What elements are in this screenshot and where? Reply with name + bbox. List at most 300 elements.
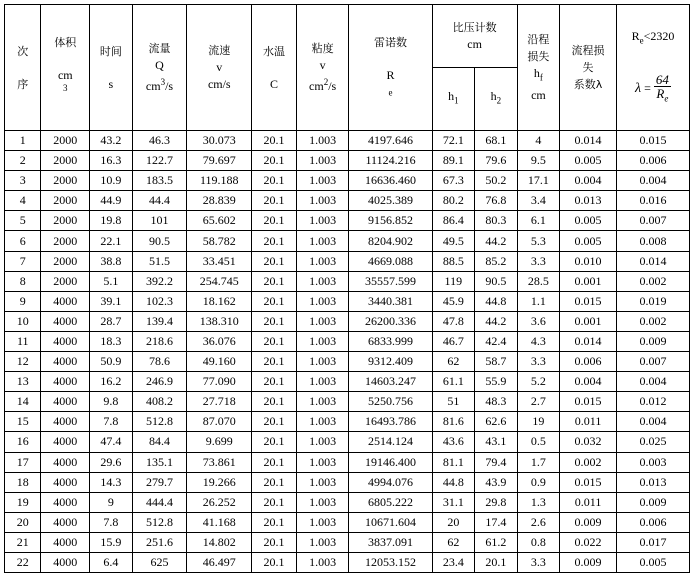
table-row: [5, 291, 690, 311]
table-row: [5, 191, 690, 211]
table-cell: 1.003: [296, 171, 349, 191]
table-row: [5, 412, 690, 432]
table-cell: 1.003: [296, 291, 349, 311]
table-cell: 7: [5, 251, 41, 271]
table-cell: 20.1: [252, 492, 297, 512]
table-cell: 86.4: [432, 211, 475, 231]
header-velocity-label: 流速: [208, 44, 231, 57]
table-cell: 39.1: [90, 291, 133, 311]
table-cell: 1.003: [296, 372, 349, 392]
header-headloss-label1: 沿程: [527, 33, 550, 47]
table-cell: 1.003: [296, 492, 349, 512]
table-cell: 62.6: [475, 412, 518, 432]
header-manometer-unit: cm: [467, 37, 482, 51]
table-cell: 12053.152: [349, 552, 432, 572]
table-cell: 15.9: [90, 532, 133, 552]
table-cell: 4000: [41, 512, 90, 532]
table-cell: 2000: [41, 251, 90, 271]
table-cell: 26.252: [187, 492, 252, 512]
table-cell: 46.497: [187, 552, 252, 572]
table-cell: 46.3: [132, 131, 187, 151]
table-cell: 4000: [41, 412, 90, 432]
table-cell: 76.8: [475, 191, 518, 211]
table-cell: 1.003: [296, 311, 349, 331]
table-cell: 20.1: [252, 191, 297, 211]
table-cell: 0.005: [616, 552, 689, 572]
table-cell: 9312.409: [349, 352, 432, 372]
table-cell: 279.7: [132, 472, 187, 492]
header-headloss-label2: 损失: [527, 50, 550, 64]
table-cell: 0.011: [560, 412, 617, 432]
table-cell: 9.8: [90, 392, 133, 412]
table-cell: 44.2: [475, 231, 518, 251]
table-cell: 90.5: [475, 271, 518, 291]
table-cell: 6.4: [90, 552, 133, 572]
table-cell: 17: [5, 452, 41, 472]
table-cell: 19.8: [90, 211, 133, 231]
table-cell: 2.6: [517, 512, 560, 532]
table-cell: 0.011: [560, 492, 617, 512]
table-cell: 0.005: [560, 231, 617, 251]
header-temp: [252, 5, 297, 131]
table-cell: 0.015: [560, 472, 617, 492]
table-cell: 0.014: [616, 251, 689, 271]
table-row: [5, 331, 690, 351]
table-cell: 20.1: [252, 452, 297, 472]
table-cell: 8204.902: [349, 231, 432, 251]
table-cell: 12: [5, 352, 41, 372]
table-cell: 16.3: [90, 151, 133, 171]
table-cell: 77.090: [187, 372, 252, 392]
table-cell: 254.745: [187, 271, 252, 291]
table-cell: 21: [5, 532, 41, 552]
table-row: [5, 151, 690, 171]
table-cell: 19146.400: [349, 452, 432, 472]
table-cell: 1.003: [296, 352, 349, 372]
table-row: [5, 352, 690, 372]
header-formula: [616, 5, 689, 131]
table-cell: 29.6: [90, 452, 133, 472]
table-cell: 1.003: [296, 231, 349, 251]
table-cell: 1.003: [296, 532, 349, 552]
table-cell: 20.1: [252, 372, 297, 392]
table-cell: 19.266: [187, 472, 252, 492]
table-cell: 45.9: [432, 291, 475, 311]
table-row: [5, 452, 690, 472]
table-cell: 4000: [41, 552, 90, 572]
table-cell: 9.5: [517, 151, 560, 171]
table-cell: 14603.247: [349, 372, 432, 392]
table-cell: 4000: [41, 452, 90, 472]
table-cell: 392.2: [132, 271, 187, 291]
table-cell: 1.003: [296, 472, 349, 492]
table-cell: 20.1: [252, 352, 297, 372]
header-flow-label: 流量: [148, 42, 171, 55]
table-cell: 2: [5, 151, 41, 171]
header-flow: [132, 5, 187, 131]
table-cell: 20.1: [252, 552, 297, 572]
table-cell: 0.014: [560, 131, 617, 151]
table-cell: 20.1: [252, 151, 297, 171]
table-cell: 20: [5, 512, 41, 532]
table-cell: 68.1: [475, 131, 518, 151]
header-time: [90, 5, 133, 131]
table-cell: 44.8: [432, 472, 475, 492]
table-cell: 4025.389: [349, 191, 432, 211]
table-cell: 20.1: [475, 552, 518, 572]
table-row: [5, 311, 690, 331]
table-cell: 0.025: [616, 432, 689, 452]
table-cell: 38.8: [90, 251, 133, 271]
table-cell: 1: [5, 131, 41, 151]
header-volume-unit: cm $^3$: [57, 68, 73, 93]
table-cell: 16636.460: [349, 171, 432, 191]
table-cell: 58.782: [187, 231, 252, 251]
header-volume-label: 体积: [54, 36, 77, 49]
table-cell: 0.5: [517, 432, 560, 452]
table-cell: 8: [5, 271, 41, 291]
table-cell: 9: [5, 291, 41, 311]
table-cell: 0.015: [560, 291, 617, 311]
formula-condition: $R_e<2320$: [631, 28, 675, 45]
table-cell: 0.003: [616, 452, 689, 472]
table-cell: 84.4: [132, 432, 187, 452]
header-manometer: [432, 5, 517, 68]
table-cell: 31.1: [432, 492, 475, 512]
table-cell: 3.6: [517, 311, 560, 331]
table-cell: 2.7: [517, 392, 560, 412]
table-cell: 19: [5, 492, 41, 512]
table-cell: 58.7: [475, 352, 518, 372]
table-cell: 4000: [41, 432, 90, 452]
header-velocity-unit: cm/s: [207, 77, 231, 91]
table-cell: 183.5: [132, 171, 187, 191]
table-cell: 20.1: [252, 131, 297, 151]
table-cell: 50.2: [475, 171, 518, 191]
table-cell: 20.1: [252, 512, 297, 532]
table-cell: 48.3: [475, 392, 518, 412]
table-row: [5, 171, 690, 191]
table-cell: 1.003: [296, 452, 349, 472]
table-cell: 20.1: [252, 271, 297, 291]
table-row: [5, 552, 690, 572]
table-cell: 2000: [41, 171, 90, 191]
table-cell: 0.009: [616, 492, 689, 512]
header-temp-unit: C: [269, 76, 278, 91]
table-cell: 7.8: [90, 412, 133, 432]
table-cell: 119: [432, 271, 475, 291]
table-cell: 1.003: [296, 331, 349, 351]
table-cell: 36.076: [187, 331, 252, 351]
table-cell: 6833.999: [349, 331, 432, 351]
table-cell: 14: [5, 392, 41, 412]
header-velocity: [187, 5, 252, 131]
table-cell: 81.1: [432, 452, 475, 472]
table-cell: 55.9: [475, 372, 518, 392]
table-cell: 44.9: [90, 191, 133, 211]
experiment-data-table: [4, 4, 690, 573]
table-cell: 11124.216: [349, 151, 432, 171]
table-cell: 51.5: [132, 251, 187, 271]
table-cell: 0.016: [616, 191, 689, 211]
table-row: [5, 211, 690, 231]
table-cell: 0.004: [560, 372, 617, 392]
table-cell: 3.3: [517, 552, 560, 572]
table-cell: 18: [5, 472, 41, 492]
table-cell: 0.005: [560, 211, 617, 231]
table-cell: 246.9: [132, 372, 187, 392]
table-cell: 42.4: [475, 331, 518, 351]
table-cell: 3: [5, 171, 41, 191]
header-coef-label3: 系数λ: [573, 78, 603, 91]
table-cell: 0.017: [616, 532, 689, 552]
header-reynolds: [349, 5, 432, 131]
table-cell: 43.9: [475, 472, 518, 492]
table-cell: 0.005: [560, 151, 617, 171]
table-cell: 35557.599: [349, 271, 432, 291]
table-cell: 139.4: [132, 311, 187, 331]
table-cell: 20.1: [252, 211, 297, 231]
table-cell: 0.001: [560, 311, 617, 331]
table-cell: 20.1: [252, 251, 297, 271]
table-cell: 72.1: [432, 131, 475, 151]
table-cell: 2514.124: [349, 432, 432, 452]
table-cell: 20: [432, 512, 475, 532]
header-seq: [5, 5, 41, 131]
table-cell: 10671.604: [349, 512, 432, 532]
table-cell: 88.5: [432, 251, 475, 271]
table-cell: 9: [90, 492, 133, 512]
table-cell: 218.6: [132, 331, 187, 351]
table-cell: 512.8: [132, 412, 187, 432]
table-cell: 0.004: [616, 171, 689, 191]
table-cell: 4994.076: [349, 472, 432, 492]
table-cell: 6.1: [517, 211, 560, 231]
table-cell: 3440.381: [349, 291, 432, 311]
table-cell: 33.451: [187, 251, 252, 271]
table-cell: 18.162: [187, 291, 252, 311]
table-cell: 15: [5, 412, 41, 432]
table-cell: 20.1: [252, 311, 297, 331]
table-cell: 20.1: [252, 231, 297, 251]
table-cell: 1.3: [517, 492, 560, 512]
header-temp-label: 水温: [262, 44, 285, 58]
table-cell: 0.004: [616, 412, 689, 432]
table-cell: 4: [5, 191, 41, 211]
table-cell: 0.014: [560, 331, 617, 351]
table-cell: 1.003: [296, 211, 349, 231]
table-row: [5, 251, 690, 271]
table-cell: 3837.091: [349, 532, 432, 552]
table-cell: 4000: [41, 392, 90, 412]
table-cell: 1.003: [296, 251, 349, 271]
table-cell: 79.6: [475, 151, 518, 171]
header-viscosity-symbol: v: [319, 58, 326, 72]
table-cell: 29.8: [475, 492, 518, 512]
table-cell: 4000: [41, 472, 90, 492]
table-cell: 61.2: [475, 532, 518, 552]
table-cell: 3.3: [517, 251, 560, 271]
table-cell: 1.003: [296, 512, 349, 532]
table-cell: 0.9: [517, 472, 560, 492]
table-cell: 20.1: [252, 412, 297, 432]
table-cell: 67.3: [432, 171, 475, 191]
table-row: [5, 392, 690, 412]
table-cell: 0.010: [560, 251, 617, 271]
table-cell: 87.070: [187, 412, 252, 432]
table-cell: 19: [517, 412, 560, 432]
header-time-unit: s: [108, 76, 114, 91]
table-cell: 0.013: [616, 472, 689, 492]
table-cell: 41.168: [187, 512, 252, 532]
table-cell: 119.188: [187, 171, 252, 191]
table-row: [5, 231, 690, 251]
table-cell: 43.1: [475, 432, 518, 452]
table-cell: 7.8: [90, 512, 133, 532]
header-reynolds-symbol: R $_e$: [386, 67, 395, 98]
header-headloss-unit: cm: [531, 87, 546, 102]
table-cell: 30.073: [187, 131, 252, 151]
table-cell: 0.015: [560, 392, 617, 412]
table-cell: 0.009: [560, 512, 617, 532]
table-cell: 4: [517, 131, 560, 151]
table-row: [5, 271, 690, 291]
table-cell: 0.006: [616, 512, 689, 532]
table-cell: 90.5: [132, 231, 187, 251]
table-cell: 4000: [41, 492, 90, 512]
table-cell: 444.4: [132, 492, 187, 512]
table-cell: 44.2: [475, 311, 518, 331]
table-cell: 0.002: [616, 271, 689, 291]
table-cell: 2000: [41, 231, 90, 251]
table-cell: 13: [5, 372, 41, 392]
table-cell: 0.001: [560, 271, 617, 291]
table-row: [5, 131, 690, 151]
table-cell: 20.1: [252, 291, 297, 311]
table-cell: 10.9: [90, 171, 133, 191]
table-cell: 49.5: [432, 231, 475, 251]
table-cell: 0.8: [517, 532, 560, 552]
table-cell: 46.7: [432, 331, 475, 351]
formula-equation: λ = $\frac{64}{R_e}$: [635, 71, 669, 104]
header-viscosity-unit: $cm^2/s$: [309, 77, 337, 93]
table-cell: 0.013: [560, 191, 617, 211]
table-cell: 28.7: [90, 311, 133, 331]
table-cell: 16.2: [90, 372, 133, 392]
header-flow-unit: $cm^3/s$: [145, 77, 174, 93]
table-cell: 5: [5, 211, 41, 231]
table-cell: 47.4: [90, 432, 133, 452]
table-cell: 0.008: [616, 231, 689, 251]
table-cell: 17.4: [475, 512, 518, 532]
header-h1: $h_1$: [432, 68, 475, 131]
table-cell: 2000: [41, 151, 90, 171]
table-cell: 0.006: [560, 352, 617, 372]
table-cell: 6805.222: [349, 492, 432, 512]
table-cell: 23.4: [432, 552, 475, 572]
table-cell: 51: [432, 392, 475, 412]
table-cell: 27.718: [187, 392, 252, 412]
header-coef-label2: 失: [582, 61, 594, 74]
table-cell: 43.2: [90, 131, 133, 151]
table-cell: 16: [5, 432, 41, 452]
table-cell: 408.2: [132, 392, 187, 412]
table-cell: 102.3: [132, 291, 187, 311]
table-cell: 6: [5, 231, 41, 251]
table-cell: 625: [132, 552, 187, 572]
table-cell: 1.003: [296, 392, 349, 412]
table-cell: 2000: [41, 211, 90, 231]
table-cell: 1.003: [296, 552, 349, 572]
table-cell: 14.802: [187, 532, 252, 552]
header-coef-label1: 流程损: [571, 44, 605, 57]
table-cell: 1.003: [296, 412, 349, 432]
table-cell: 1.003: [296, 432, 349, 452]
table-cell: 20.1: [252, 392, 297, 412]
table-cell: 0.004: [560, 171, 617, 191]
table-cell: 1.1: [517, 291, 560, 311]
table-cell: 5.1: [90, 271, 133, 291]
table-cell: 122.7: [132, 151, 187, 171]
header-viscosity: [296, 5, 349, 131]
table-cell: 4669.088: [349, 251, 432, 271]
table-cell: 4000: [41, 372, 90, 392]
header-headloss-symbol: $h_f$: [533, 66, 543, 83]
table-cell: 61.1: [432, 372, 475, 392]
table-cell: 0.015: [616, 131, 689, 151]
header-viscosity-label: 粘度: [311, 42, 334, 55]
header-time-label: 时间: [99, 44, 122, 58]
table-cell: 43.6: [432, 432, 475, 452]
table-cell: 0.007: [616, 211, 689, 231]
table-cell: 20.1: [252, 432, 297, 452]
table-cell: 78.6: [132, 352, 187, 372]
table-cell: 18.3: [90, 331, 133, 351]
table-cell: 1.003: [296, 191, 349, 211]
table-row: [5, 372, 690, 392]
table-cell: 4000: [41, 352, 90, 372]
table-cell: 44.8: [475, 291, 518, 311]
table-cell: 138.310: [187, 311, 252, 331]
table-cell: 9.699: [187, 432, 252, 452]
table-body: [5, 131, 690, 573]
table-cell: 5250.756: [349, 392, 432, 412]
table-cell: 0.022: [560, 532, 617, 552]
header-velocity-symbol: v: [216, 60, 223, 74]
table-cell: 4000: [41, 331, 90, 351]
header-seq-bottom: 序: [17, 77, 29, 91]
table-cell: 0.006: [616, 151, 689, 171]
data-table-container: [4, 4, 690, 573]
header-volume: [41, 5, 90, 131]
header-h2: $h_2$: [475, 68, 518, 131]
table-cell: 28.839: [187, 191, 252, 211]
table-cell: 20.1: [252, 331, 297, 351]
table-cell: 10: [5, 311, 41, 331]
table-cell: 512.8: [132, 512, 187, 532]
table-cell: 3.3: [517, 352, 560, 372]
table-row: [5, 532, 690, 552]
header-coef: [560, 5, 617, 131]
table-cell: 1.003: [296, 271, 349, 291]
table-cell: 73.861: [187, 452, 252, 472]
table-cell: 22: [5, 552, 41, 572]
table-cell: 49.160: [187, 352, 252, 372]
table-cell: 0.007: [616, 352, 689, 372]
table-cell: 2000: [41, 191, 90, 211]
header-reynolds-label: 雷诺数: [374, 35, 407, 49]
table-cell: 135.1: [132, 452, 187, 472]
